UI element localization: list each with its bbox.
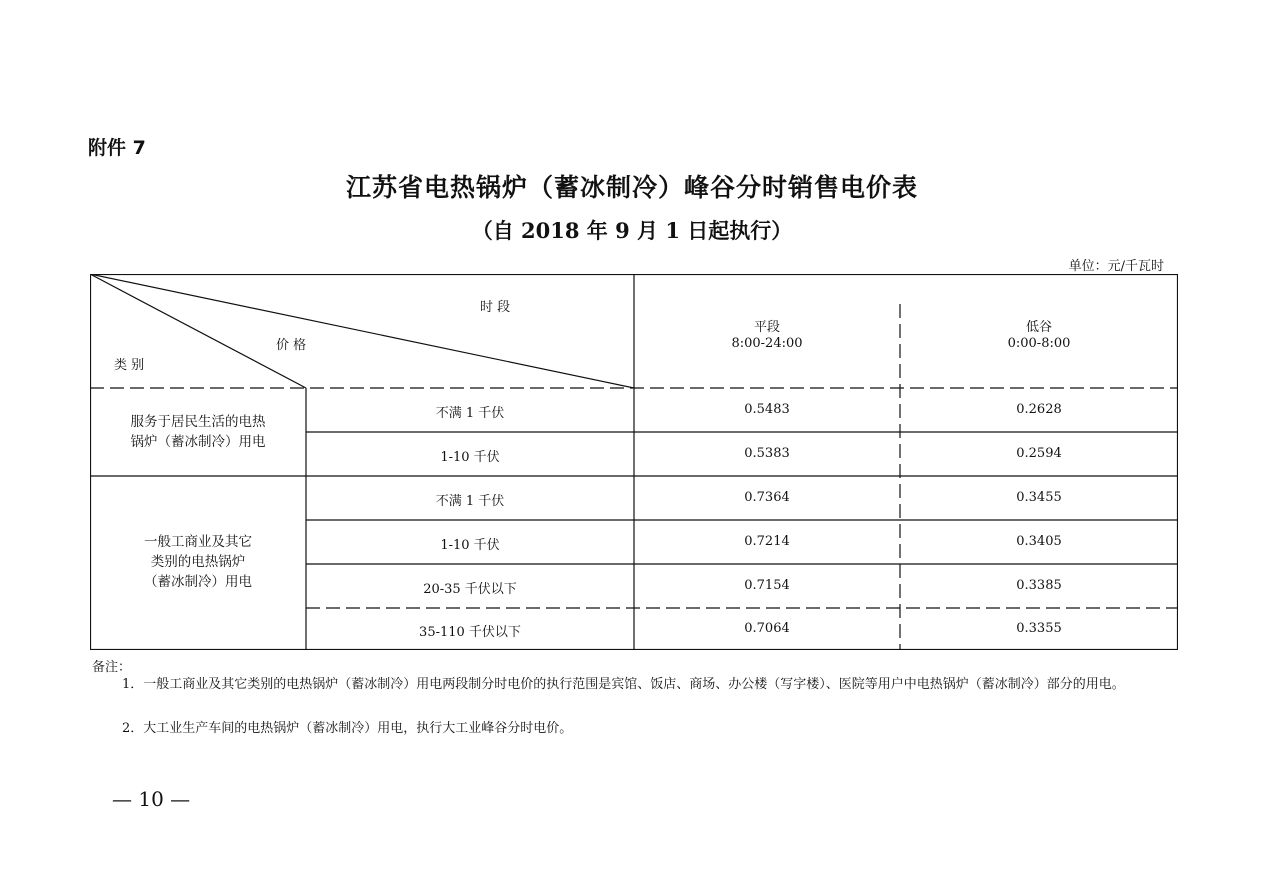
- capacity-cell: 不满 1 千伏: [435, 406, 505, 421]
- category-commercial: [90, 532, 306, 592]
- flat-price-cell: 0.7364: [744, 490, 790, 505]
- note-item: 1．一般工商业及其它类别的电热锅炉（蓄冰制冷）用电两段制分时电价的执行范围是宾馆、饭店、商场、办公楼（写字楼）、医院等用户中电热锅炉（蓄冰制冷）部分的用电。: [122, 677, 1125, 692]
- flat-price-cell: 0.7064: [744, 621, 790, 636]
- category-line: 服务于居民生活的电热: [130, 414, 266, 430]
- valley-price-cell: 0.2628: [1016, 402, 1062, 417]
- capacity-cell: 1-10 千伏: [440, 450, 500, 465]
- header-valley: 低谷: [1025, 320, 1052, 335]
- unit-label: 单位：元/千瓦时: [1068, 259, 1164, 274]
- category-line: 一般工商业及其它: [144, 534, 252, 550]
- category-line: 锅炉（蓄冰制冷）用电: [130, 434, 266, 450]
- page-title: 江苏省电热锅炉（蓄冰制冷）峰谷分时销售电价表: [345, 173, 918, 202]
- valley-price-cell: 0.3455: [1016, 490, 1062, 505]
- price-table: [90, 274, 1178, 650]
- header-flat-time: 8:00-24:00: [731, 336, 803, 351]
- capacity-cell: 35-110 千伏以下: [419, 625, 521, 640]
- header-time-label: 时 段: [480, 300, 511, 315]
- header-price-label: 价 格: [276, 338, 307, 353]
- capacity-cell: 1-10 千伏: [440, 538, 500, 553]
- page-number: — 10 —: [112, 787, 191, 811]
- category-residential: [90, 412, 306, 452]
- flat-price-cell: 0.7154: [744, 578, 790, 593]
- header-valley-time: 0:00-8:00: [1007, 336, 1071, 351]
- valley-price-cell: 0.3385: [1016, 578, 1062, 593]
- flat-price-cell: 0.5383: [744, 446, 790, 461]
- notes-title: 备注：: [92, 660, 132, 675]
- capacity-cell: 不满 1 千伏: [435, 494, 505, 509]
- flat-price-cell: 0.5483: [744, 402, 790, 417]
- category-line: 类别的电热锅炉: [150, 554, 246, 570]
- header-flat: 平段: [753, 320, 780, 335]
- valley-price-cell: 0.3405: [1016, 534, 1062, 549]
- page-subtitle: （自 2018 年 9 月 1 日起执行）: [471, 218, 793, 243]
- note-item: 2．大工业生产车间的电热锅炉（蓄冰制冷）用电，执行大工业峰谷分时电价。: [122, 721, 573, 736]
- capacity-cell: 20-35 千伏以下: [423, 582, 517, 597]
- flat-price-cell: 0.7214: [744, 534, 790, 549]
- category-line: （蓄冰制冷）用电: [144, 574, 252, 590]
- header-category-label: 类 别: [114, 358, 145, 373]
- valley-price-cell: 0.3355: [1016, 621, 1062, 636]
- valley-price-cell: 0.2594: [1016, 446, 1062, 461]
- attachment-label: 附件 7: [88, 137, 146, 159]
